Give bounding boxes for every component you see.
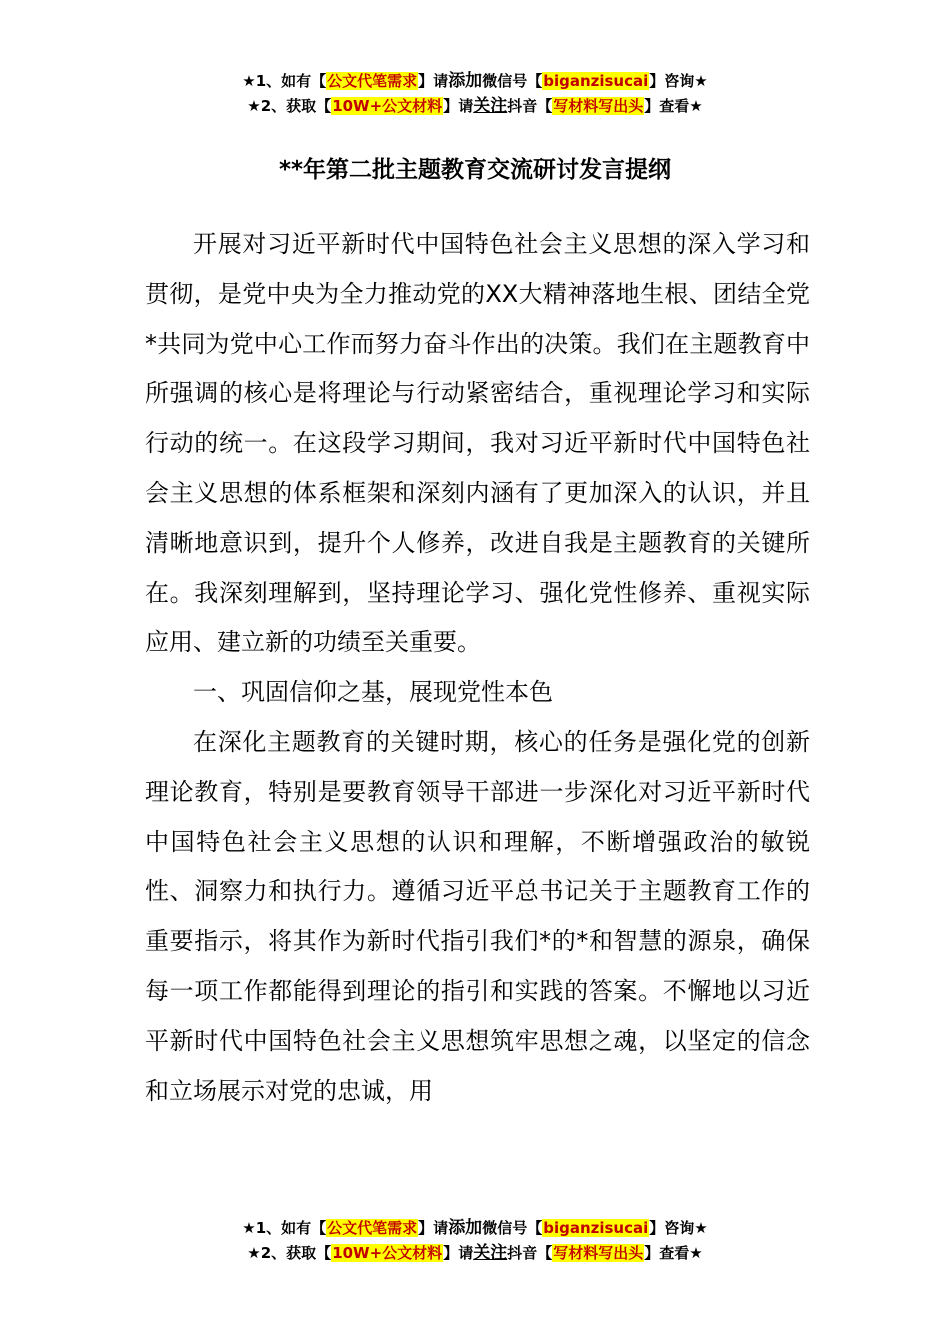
- ad-wechat-id: biganzisucai: [543, 72, 649, 90]
- document-body: [145, 220, 810, 1116]
- ad-text: ★1、如有【: [242, 72, 327, 90]
- ad-highlight: 10W+公文材料: [332, 1244, 443, 1262]
- ad-text: ★2、获取【: [247, 97, 332, 115]
- ad-text: 】查看★: [644, 97, 703, 115]
- ad-text: 】请: [418, 72, 449, 90]
- ad-highlight: 10W+公文材料: [332, 97, 443, 115]
- ad-emphasis: 添加: [448, 71, 483, 91]
- paragraph-intro: 开展对习近平新时代中国特色社会主义思想的深入学习和贯彻，是党中央为全力推动党的XX大精神落地生根、团结全党*共同为党中心工作而努力奋斗作出的决策。我们在主题教育中所强调的核心是将理论与行动紧密结合，重视理论学习和实际行动的统一。在这段学习期间，我对习近平新时代中国特色社会主义思想的体系框架和深刻内涵有了更加深入的认识，并且清晰地意识到，提升个人修养，改进自我是主题教育的关键所在。我深刻理解到，坚持理论学习、强化党性修养、重视实际应用、建立新的功绩至关重要。: [145, 230, 810, 657]
- ad-emphasis: 添加: [448, 1218, 483, 1238]
- ad-text: 抖音【: [507, 1244, 553, 1262]
- ad-text: 微信号【: [482, 72, 543, 90]
- ad-emphasis: 关注: [473, 1243, 508, 1263]
- section-heading: 一、巩固信仰之基，展现党性本色: [193, 678, 553, 707]
- ad-text: 】咨询★: [649, 72, 708, 90]
- ad-text: 】咨询★: [649, 1219, 708, 1237]
- ad-douyin-id: 写材料写出头: [553, 97, 644, 115]
- ad-highlight: 公文代笔需求: [327, 1219, 418, 1237]
- ad-text: ★1、如有【: [242, 1219, 327, 1237]
- ad-text: ★2、获取【: [247, 1244, 332, 1262]
- ad-text: 抖音【: [507, 97, 553, 115]
- ad-text: 】请: [443, 1244, 474, 1262]
- ad-line-2: [0, 1241, 950, 1266]
- ad-highlight: 公文代笔需求: [327, 72, 418, 90]
- ad-text: 】请: [443, 97, 474, 115]
- ad-emphasis: 关注: [473, 96, 508, 116]
- ad-text: 】查看★: [644, 1244, 703, 1262]
- ad-banner-top: [0, 69, 950, 119]
- ad-banner-bottom: [0, 1216, 950, 1266]
- document-title: **年第二批主题教育交流研讨发言提纲: [278, 157, 672, 183]
- ad-text: 】请: [418, 1219, 449, 1237]
- ad-wechat-id: biganzisucai: [543, 1219, 649, 1237]
- paragraph-section-1: 在深化主题教育的关键时期，核心的任务是强化党的创新理论教育，特别是要教育领导干部进一步深化对习近平新时代中国特色社会主义思想的认识和理解，不断增强政治的敏锐性、洞察力和执行力。遵循习近平总书记关于主题教育工作的重要指示，将其作为新时代指引我们*的*和智慧的源泉，确保每一项工作都能得到理论的指引和实践的答案。不懈地以习近平新时代中国特色社会主义思想筑牢思想之魂，以坚定的信念和立场展示对党的忠诚，用: [145, 727, 810, 1105]
- ad-line-1: [0, 69, 950, 94]
- ad-line-1: [0, 1216, 950, 1241]
- ad-text: 微信号【: [482, 1219, 543, 1237]
- ad-douyin-id: 写材料写出头: [553, 1244, 644, 1262]
- ad-line-2: [0, 94, 950, 119]
